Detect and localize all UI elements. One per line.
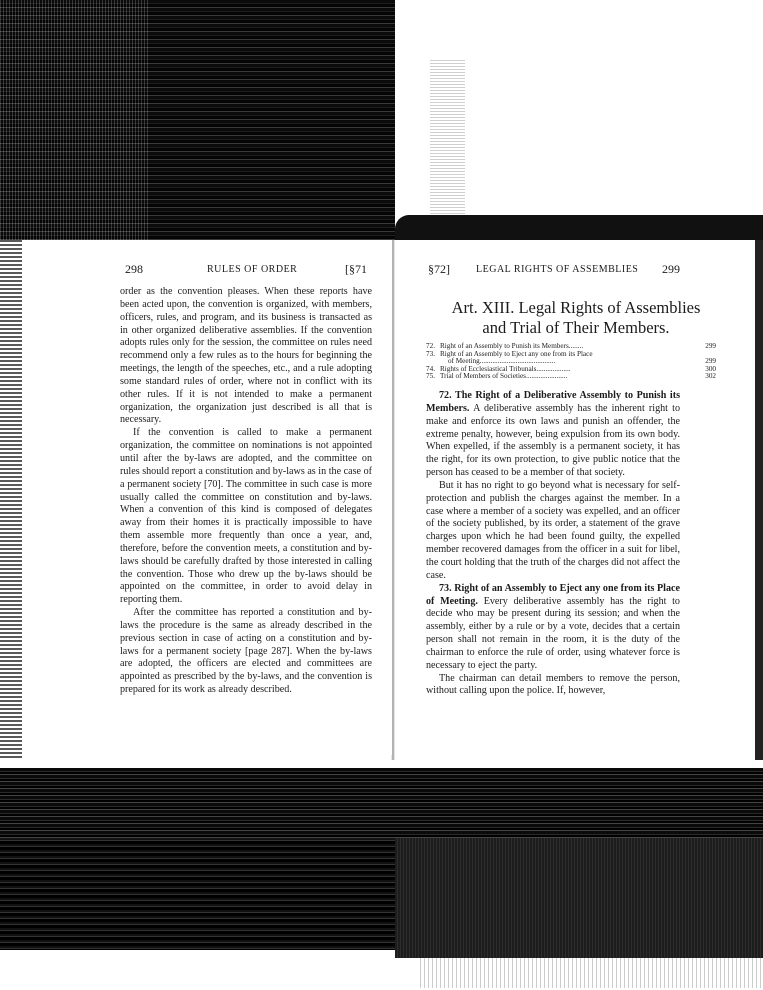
section-72-heading: 72. The Right of a Deliberative Assembly to Punish its Members.	[426, 390, 680, 414]
scan-border-bottom	[0, 760, 763, 990]
right-section-ref: §72]	[428, 262, 450, 276]
scan-shadow-left	[0, 0, 395, 240]
scan-border-top	[0, 0, 763, 240]
right-page	[396, 240, 755, 755]
section-72-paragraph-1: 72. The Right of a Deliberative Assembly to Punish its Members. A deliberative assembly has the inherent right to make and enforce its own laws and punish an offender, the extreme penalty, however, being expulsion from its own body. When expelled, if the assembly is a permanent society, it has the right, for its own protection, to give public notice that the person has ceased to be a member of that society.	[426, 390, 681, 479]
scan-shadow-band	[0, 768, 763, 838]
right-page-number: 299	[662, 262, 680, 276]
section-72-paragraph-2: But it has no right to go beyond what is necessary for self-protection and publish the charges against the member. In a case where a member of a society was expelled, and an officer of the society published, by its order, a statement of the grave charges upon which he had been found guilty, the expelled member recovered damages from the officer in a suit for libel, the court holding that the truth of the charges did not affect the case.	[426, 479, 680, 581]
scan-shadow-block-left	[0, 838, 395, 950]
left-page	[22, 240, 392, 755]
left-paragraph-2: If the convention is called to make a permanent organization, the committee on nominations is not appointed until after the by-laws are adopted, and the committee on rules should report a constitution and by-laws as in the case of a permanent society [70]. The committee in such case is more usually called the committee on constitution and by-laws. When a convention of this kind is composed of delegates away from their homes it is practically impossible to have them assemble more frequently than once a year, and, therefore, before the convention meets, a constitution and by-laws should be carefully drafted by those interested in calling the convention. Those who drew up the by-laws should be appointed on the committee, in order to avoid delay in reporting them.	[120, 427, 372, 606]
right-running-head	[396, 262, 755, 280]
scan-noise-bottom	[420, 958, 763, 988]
scan-edge-right	[755, 240, 763, 760]
section-73-paragraph-2: The chairman can detail members to remove the person, without calling upon the police. If, however,	[426, 672, 680, 697]
toc-row: 73. Right of an Assembly to Eject any one from its Place	[426, 349, 593, 358]
scan-shadow-right	[395, 215, 763, 240]
left-running-title: RULES OF ORDER	[207, 264, 298, 275]
left-body	[120, 286, 372, 697]
right-body	[426, 390, 680, 698]
left-running-head	[22, 262, 392, 280]
section-73-paragraph-1: 73. Right of an Assembly to Eject any one from its Place of Meeting. Every deliberative assembly has the right to decide who may be present during its session; and when the assembly, either by a rule or by a vote, decides that a certain person shall not remain in the room, it is the duty of the chairman to enforce the rule of order, using whatever force is necessary to eject the party.	[426, 582, 680, 671]
scan-shadow-block-right	[395, 838, 763, 958]
article-title-line-1: Art. XIII. Legal Rights of Assemblies	[451, 298, 701, 317]
left-paragraph-3: After the committee has reported a constitution and by-laws the procedure is the same as already described in the previous section in case of acting on a constitution and by-laws for a permanent society [page 287]. When the by-laws are adopted, the officers are elected and committees are appointed as prescribed by the by-laws, and the convention is prepared for its work as already described.	[120, 607, 372, 696]
left-page-number: 298	[125, 262, 143, 276]
toc-row: of Meeting.......................................... 299	[448, 357, 716, 366]
toc-row: 74. Rights of Ecclesiastical Tribunals................... 300	[426, 364, 716, 373]
toc-row: 75. Trial of Members of Societies....................... 302	[426, 372, 716, 381]
left-section-ref: [§71	[345, 262, 367, 276]
right-running-title: LEGAL RIGHTS OF ASSEMBLIES	[476, 264, 639, 275]
article-title	[426, 298, 726, 338]
toc-row: 72. Right of an Assembly to Punish its Members........ 299	[426, 342, 716, 350]
table-of-contents	[426, 343, 716, 381]
scan-noise	[430, 60, 465, 220]
section-73-heading: 73. Right of an Assembly to Eject any one from its Place of Meeting.	[426, 582, 680, 607]
article-title-line-2: and Trial of Their Members.	[482, 318, 670, 337]
scan-edge-left	[0, 240, 22, 760]
left-paragraph-1: order as the convention pleases. When these reports have been acted upon, the convention is organized, with members, officers, rules, and program, and its business is transacted as in other organized deliberative assemblies. If the convention adopts rules only for the session, the committee on rules need recommend only a few rules as to the hours for beginning the meetings, the length of the speeches, etc., and a rule adopting some standard rules of order, where not in conflict with its other rules. If it is not intended to make a permanent organization, the organization just described is all that is necessary.	[120, 286, 372, 426]
